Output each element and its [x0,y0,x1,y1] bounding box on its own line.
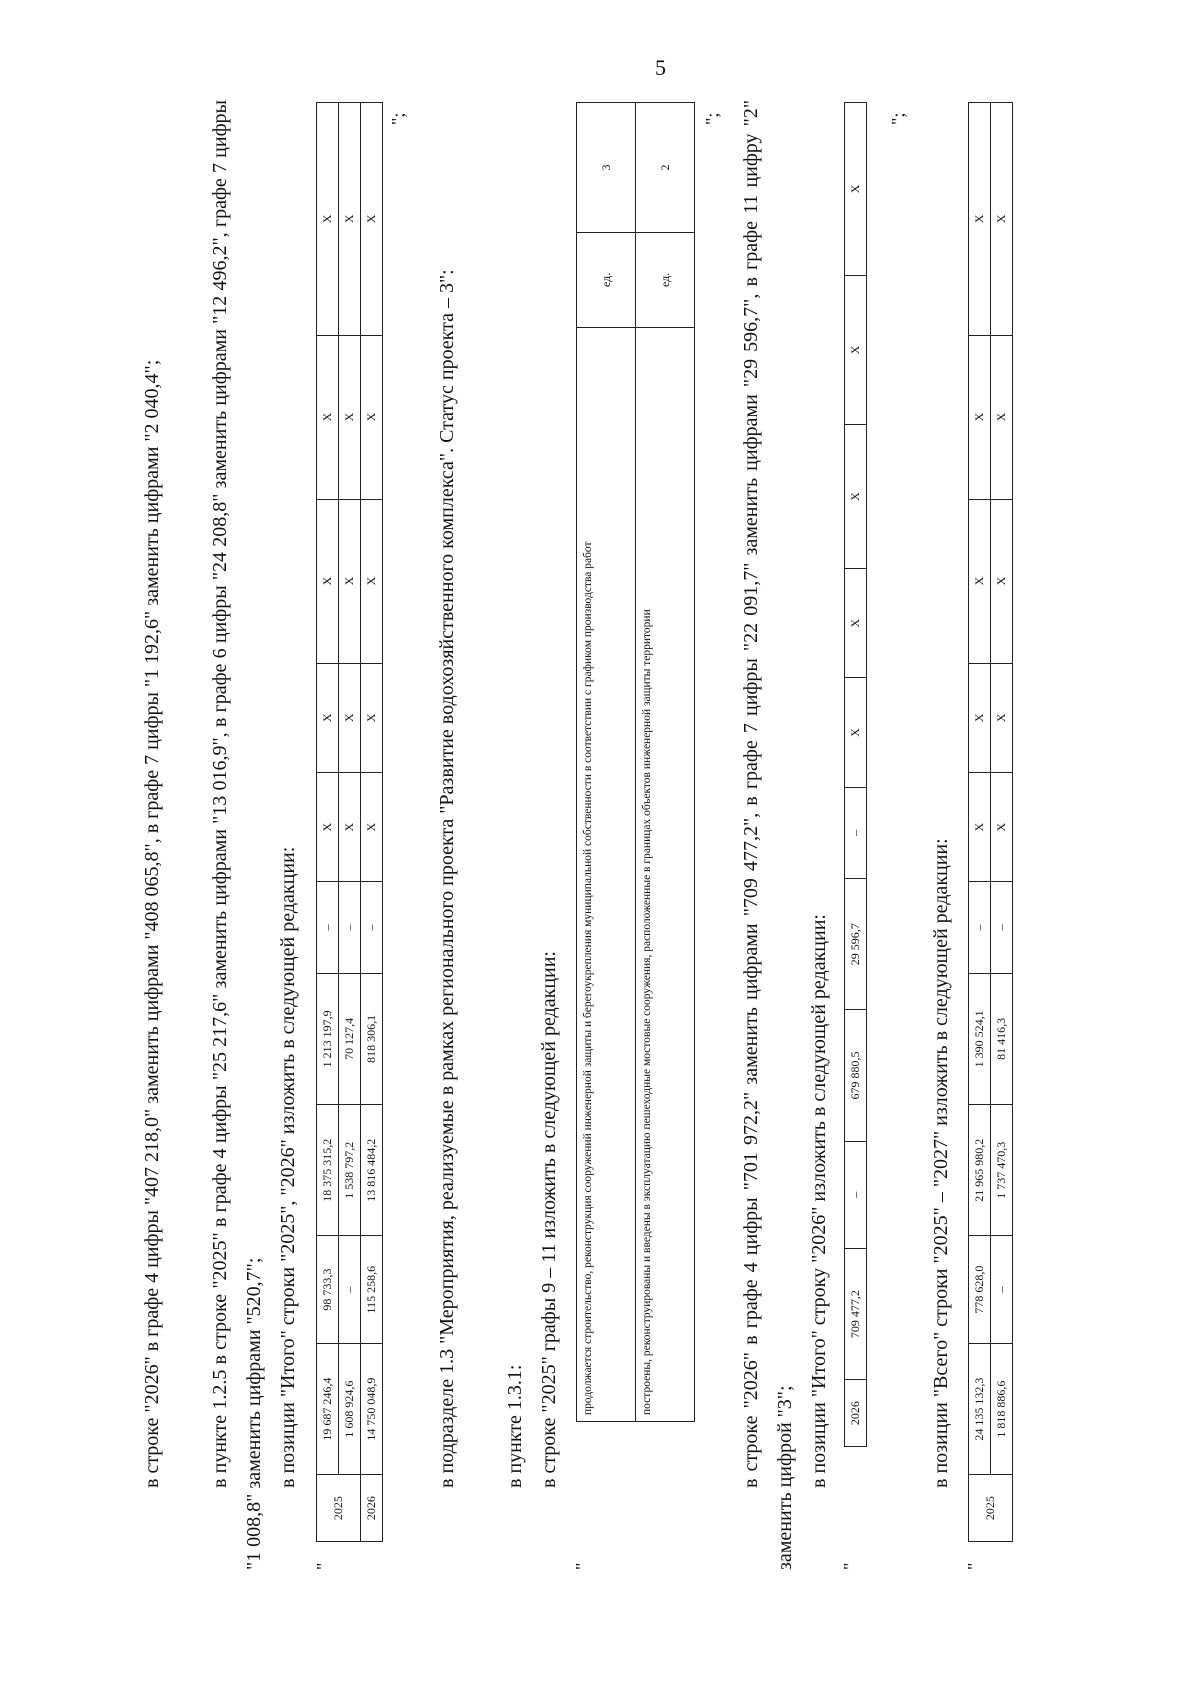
table-cell: 115 258,6 [361,1236,383,1344]
table-cell: 24 135 132,3 [969,1343,991,1474]
table-row [969,103,991,1542]
table-cell: X [361,499,383,663]
table-cell: 29 596,7 [845,879,867,1010]
table-row [317,103,339,1542]
table-cell: 21 965 980,2 [969,1105,991,1236]
table-cell: 14 750 048,9 [361,1343,383,1474]
table-1-body [317,103,383,1542]
table-cell: X [969,103,991,336]
quote-open-4: " [964,1562,984,1570]
table-cell: X [845,678,867,787]
table-cell: X [317,772,339,881]
year-cell: 2025 [317,1475,361,1542]
table-cell: – [991,882,1013,973]
table-cell: 1 608 924,6 [339,1343,361,1474]
table-cell: – [969,882,991,973]
table-itogo-2026 [844,102,867,1447]
table-cell: 13 816 484,2 [361,1105,383,1236]
table-cell: X [991,772,1013,881]
paragraph-7: в строке "2026" в графе 4 цифры "701 972,2" заменить цифрами "709 477,2", в графе 7 цифры "22 091,7" заменить цифрами "29 596,7", в графе 11 цифру "2" заменить цифрой "3"; [740,100,796,1570]
table-2-body [577,103,695,1422]
paragraph-9: в позиции "Всего" строки "2025" – "2027" изложить в следующей редакции: [930,838,952,1488]
table-4-body [969,103,1013,1542]
table-cell: X [845,103,867,276]
table-cell: X [339,335,361,499]
table-cell: X [361,103,383,336]
table-cell: 1 818 886,6 [991,1343,1013,1474]
table-cell: 18 375 315,2 [317,1105,339,1236]
table-indicators-2025 [576,102,695,1422]
table-cell: 1 538 797,2 [339,1105,361,1236]
table-cell: X [845,275,867,424]
table-row [991,103,1013,1542]
table-cell: X [317,663,339,772]
table-cell: – [845,1141,867,1248]
paragraph-5: в пункте 1.3.1: [504,1364,526,1488]
table-cell: X [991,663,1013,772]
page-number: 5 [655,55,666,80]
quote-open-2: " [572,1562,592,1570]
paragraph-1: в строке "2026" в графе 4 цифры "407 218,0" заменить цифрами "408 065,8", в графе 7 цифры "1 192,6" заменить цифрами "2 040,4"; [141,359,163,1488]
table-cell: X [991,103,1013,336]
table-cell: X [361,772,383,881]
table-cell: 1 213 197,9 [317,973,339,1104]
table-cell: – [361,882,383,973]
table-row [339,103,361,1542]
quote-open-3: " [840,1562,860,1570]
paragraph-4: в подразделе 1.3 "Мероприятия, реализуемые в рамках регионального проекта "Развитие водохозяйственного комплекса". Статус проекта – 3": [436,269,458,1488]
value-cell: 3 [577,103,636,233]
table-cell: X [969,772,991,881]
table-cell: X [969,663,991,772]
table-cell: 1 737 470,3 [991,1105,1013,1236]
value-cell: 2 [636,103,695,233]
table-cell: – [317,882,339,973]
table-itogo-2025-2026 [316,102,383,1542]
table-cell: 81 416,3 [991,973,1013,1104]
table-cell: X [361,663,383,772]
table-cell: 1 390 524,1 [969,973,991,1104]
table-cell: X [339,499,361,663]
table-cell: 70 127,4 [339,973,361,1104]
table-cell: 778 628,0 [969,1236,991,1344]
unit-cell: ед. [577,232,636,327]
quote-close-2: "; [702,112,722,125]
table-cell: X [969,499,991,663]
table-cell: X [339,772,361,881]
table-cell: 98 733,3 [317,1236,339,1344]
quote-close-1: "; [388,112,408,125]
indicator-text-cell: продолжается строительство, реконструкция сооружений инженерной защиты и берегоукрепления муниципальной собственности в соответствии с графиком производства работ [577,327,636,1421]
table-row [636,103,695,1422]
table-cell: X [317,335,339,499]
year-cell: 2026 [361,1475,383,1542]
table-cell: – [339,882,361,973]
table-vsego-2025-2027 [968,102,1013,1542]
table-cell: – [991,1236,1013,1344]
table-row [577,103,636,1422]
table-cell: X [991,499,1013,663]
indicator-text-cell: построены, реконструированы и введены в эксплуатацию пешеходные мостовые сооружения, расположенные в границах объектов инженерной защиты территории [636,327,695,1421]
quote-close-3: "; [888,112,908,125]
table-cell: – [339,1236,361,1344]
table-cell: X [845,424,867,568]
table-cell: X [361,335,383,499]
table-cell: X [339,103,361,336]
year-cell: 2025 [969,1475,1013,1542]
table-3-body [845,103,867,1447]
table-row [361,103,383,1542]
paragraph-8: в позиции "Итого" строку "2026" изложить в следующей редакции: [808,914,830,1488]
paragraph-2: в пункте 1.2.5 в строке "2025" в графе 4 цифры "25 217,6" заменить цифрами "13 016,9", в графе 6 цифры "24 208,8" заменить цифрами "12 496,2", графе 7 цифры "1 008,8" заменить цифрами "520,7"; [209,100,265,1570]
table-cell: X [991,335,1013,499]
paragraph-6: в строке "2025" графы 9 – 11 изложить в следующей редакции: [538,951,560,1488]
table-cell: X [339,663,361,772]
table-cell: 679 880,5 [845,1010,867,1141]
table-cell: 709 477,2 [845,1248,867,1379]
table-cell: – [845,787,867,878]
year-cell: 2026 [845,1380,867,1447]
unit-cell: ед. [636,232,695,327]
table-cell: X [969,335,991,499]
table-cell: 818 306,1 [361,973,383,1104]
table-row [845,103,867,1447]
table-cell: X [845,569,867,678]
rotated-page-content [130,100,1010,1570]
table-cell: 19 687 246,4 [317,1343,339,1474]
quote-open-1: " [313,1562,333,1570]
table-cell: X [317,103,339,336]
paragraph-3: в позиции "Итого" строки "2025", "2026" изложить в следующей редакции: [277,846,299,1488]
table-cell: X [317,499,339,663]
